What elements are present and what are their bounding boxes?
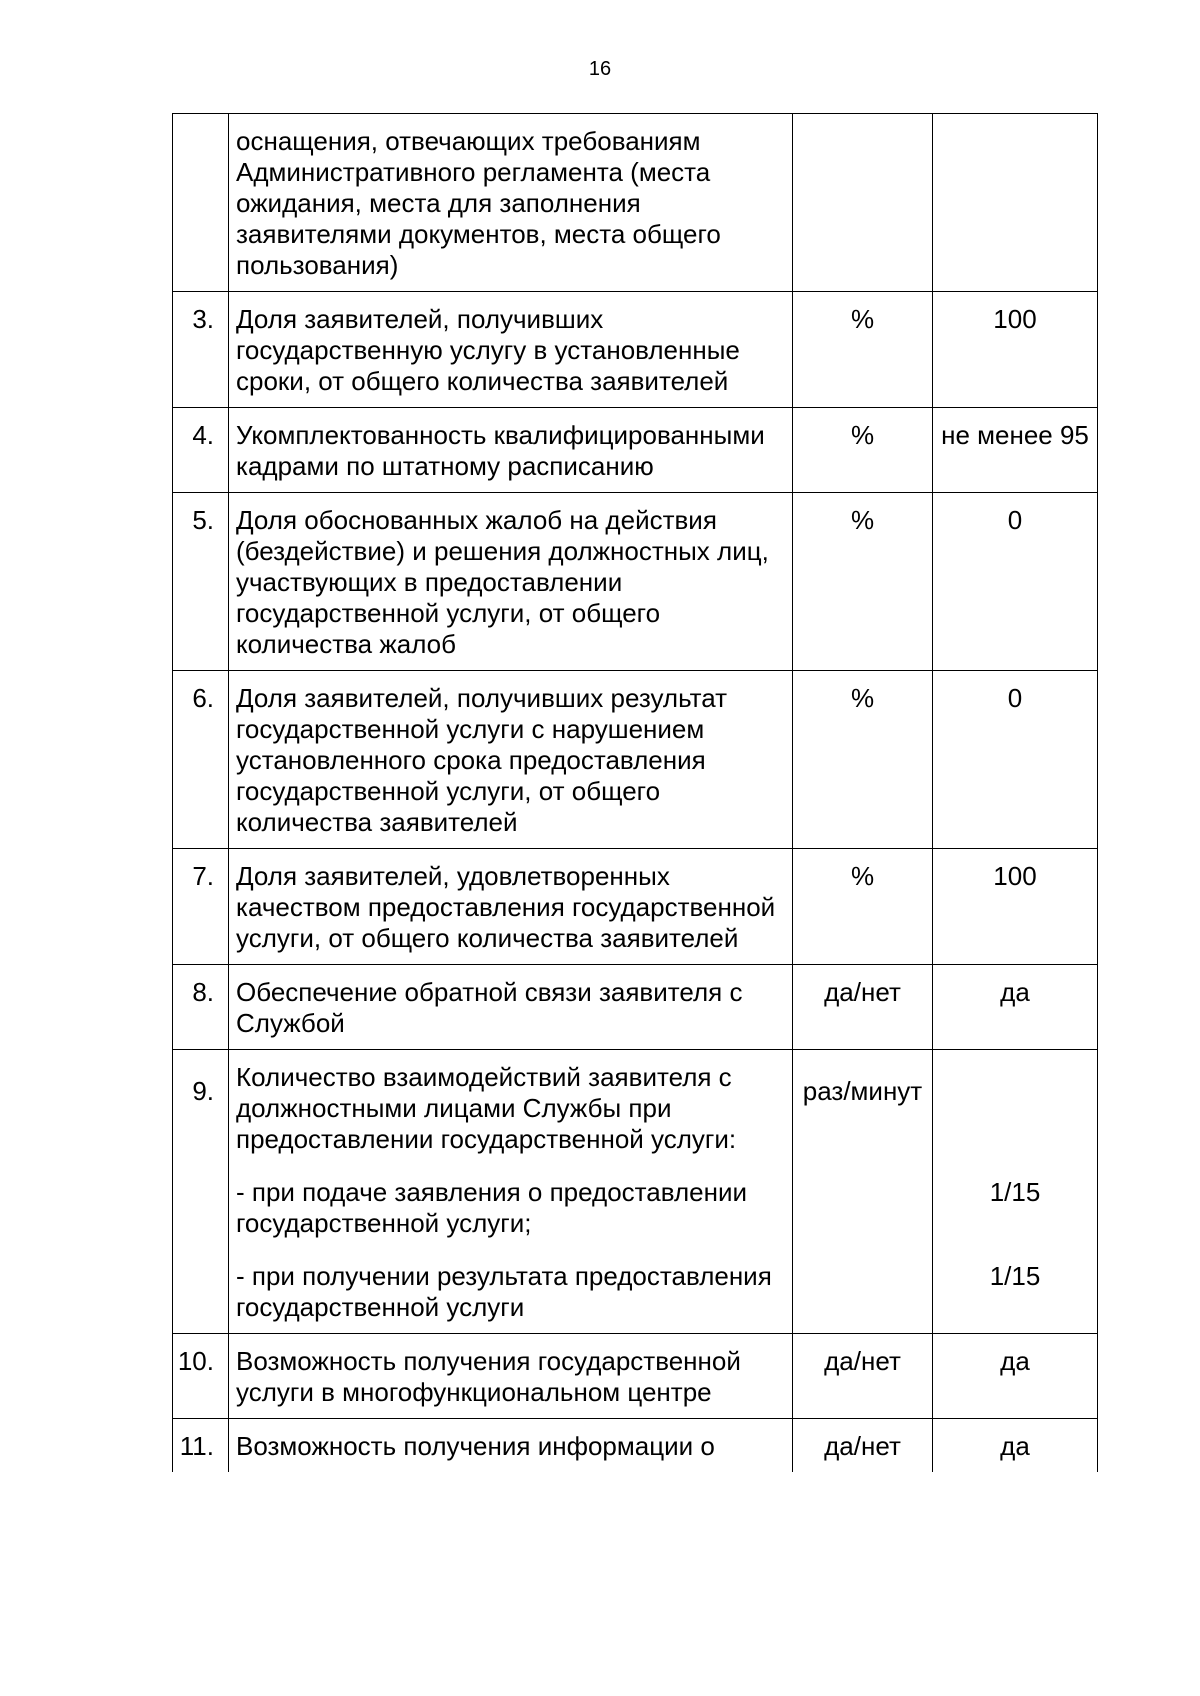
- row-description: оснащения, отвечающих требованиям Административного регламента (места ожидания, места для заполнения заявителями документов, места общего пользования): [229, 114, 793, 292]
- table-row: [173, 965, 1098, 1050]
- row-number: 11.: [173, 1419, 229, 1473]
- table-row: [173, 1050, 1098, 1334]
- row-description: Количество взаимодействий заявителя с должностными лицами Службы при предоставлении государственной услуги:: [236, 1062, 737, 1154]
- row-number: 6.: [173, 671, 229, 849]
- indicators-table: [172, 113, 1098, 1472]
- row-number: 8.: [173, 965, 229, 1050]
- row-value: не менее 95: [933, 408, 1098, 493]
- row-unit: да/нет: [793, 1334, 933, 1419]
- table-row: [173, 408, 1098, 493]
- table-row: [173, 493, 1098, 671]
- row-subitem-submission: - при подаче заявления о предоставлении государственной услуги;: [236, 1177, 747, 1238]
- row-description: Доля обоснованных жалоб на действия (бездействие) и решения должностных лиц, участвующих в предоставлении государственной услуги, от общего количества жалоб: [229, 493, 793, 671]
- row-unit: %: [793, 849, 933, 965]
- row-number: 5.: [173, 493, 229, 671]
- table-row: [173, 1419, 1098, 1473]
- row-description: Возможность получения информации о: [229, 1419, 793, 1473]
- row-value: да: [933, 1334, 1098, 1419]
- row-description: Доля заявителей, получивших результат государственной услуги с нарушением установленного срока предоставления государственной услуги, от общего количества заявителей: [229, 671, 793, 849]
- row-description-block: [229, 1050, 793, 1334]
- row-description: Доля заявителей, удовлетворенных качеством предоставления государственной услуги, от общего количества заявителей: [229, 849, 793, 965]
- row-description: Обеспечение обратной связи заявителя с Службой: [229, 965, 793, 1050]
- row-number: 7.: [173, 849, 229, 965]
- row-value-submission: 1/15: [989, 1177, 1041, 1207]
- row-value: да: [933, 965, 1098, 1050]
- row-number: [173, 114, 229, 292]
- row-value: [933, 114, 1098, 292]
- row-number: 4.: [173, 408, 229, 493]
- row-unit: %: [793, 493, 933, 671]
- row-value-block: [933, 1050, 1098, 1334]
- row-unit: %: [793, 671, 933, 849]
- row-unit: да/нет: [793, 965, 933, 1050]
- row-unit: да/нет: [793, 1419, 933, 1473]
- row-unit: %: [793, 292, 933, 408]
- row-value: 0: [933, 493, 1098, 671]
- row-value: да: [933, 1419, 1098, 1473]
- table-row: [173, 114, 1098, 292]
- row-number: 3.: [173, 292, 229, 408]
- table-row: [173, 292, 1098, 408]
- table-row: [173, 849, 1098, 965]
- row-subitem-result: - при получении результата предоставления государственной услуги: [236, 1261, 772, 1322]
- row-unit: %: [793, 408, 933, 493]
- table-row: [173, 1334, 1098, 1419]
- table-row: [173, 671, 1098, 849]
- row-value-result: 1/15: [989, 1261, 1041, 1291]
- row-number: 9.: [173, 1050, 229, 1334]
- row-description: Укомплектованность квалифицированными кадрами по штатному расписанию: [229, 408, 793, 493]
- row-value: 100: [933, 849, 1098, 965]
- page-number: 16: [588, 58, 612, 80]
- row-description: Возможность получения государственной услуги в многофункциональном центре: [229, 1334, 793, 1419]
- row-unit: раз/минут: [793, 1050, 933, 1334]
- row-description: Доля заявителей, получивших государственную услугу в установленные сроки, от общего количества заявителей: [229, 292, 793, 408]
- row-value: 0: [933, 671, 1098, 849]
- row-value: 100: [933, 292, 1098, 408]
- row-unit: [793, 114, 933, 292]
- row-number: 10.: [173, 1334, 229, 1419]
